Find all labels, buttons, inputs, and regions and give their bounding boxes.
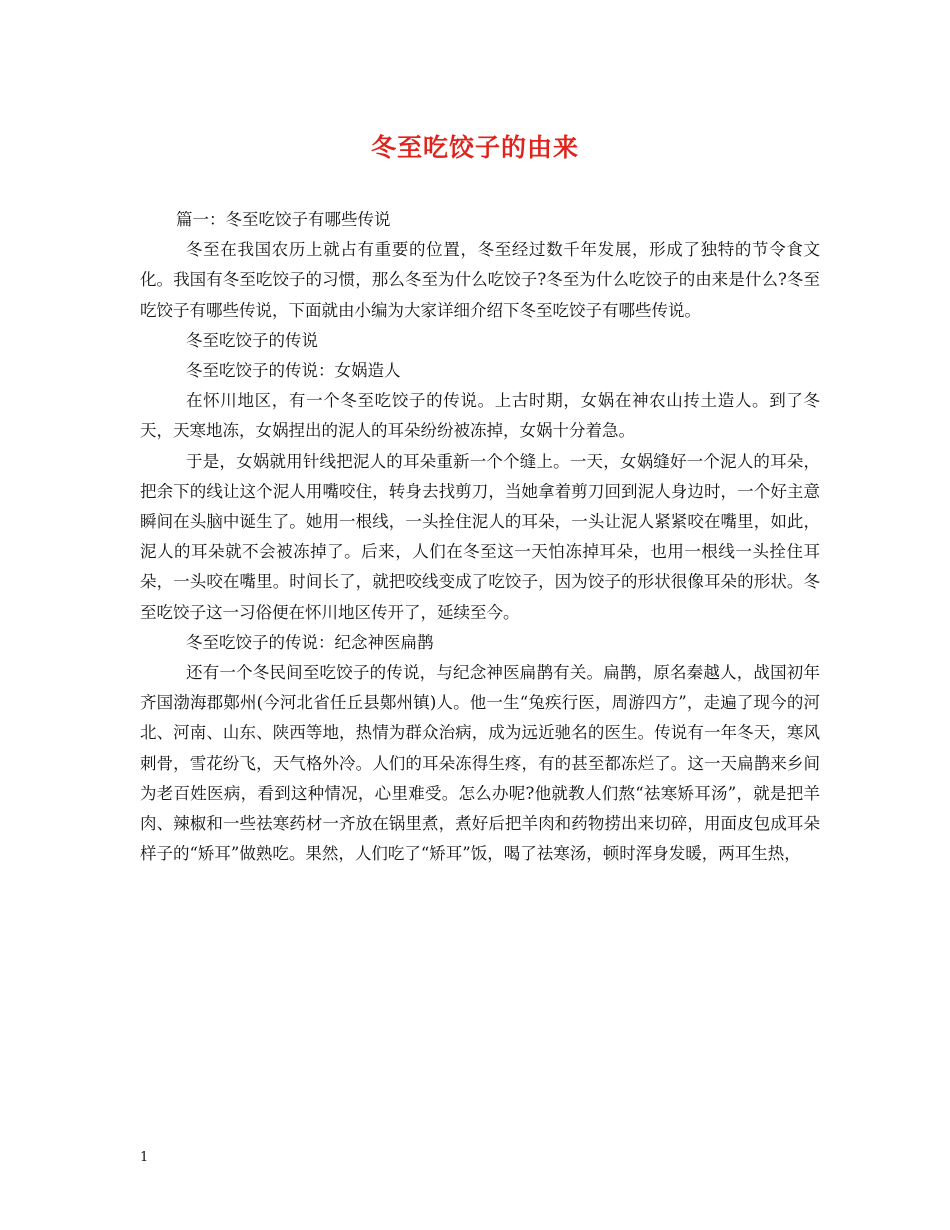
- paragraph-intro: 冬至在我国农历上就占有重要的位置，冬至经过数千年发展，形成了独特的节令食文化。我国有冬至吃饺子的习惯，那么冬至为什么吃饺子?冬至为什么吃饺子的由来是什么?冬至吃饺子有哪些传说，下面就由小编为大家详细介绍下冬至吃饺子有哪些传说。: [140, 240, 820, 320]
- document-body: [140, 205, 820, 869]
- paragraph-nuwa-1: 在怀川地区，有一个冬至吃饺子的传说。上古时期，女娲在神农山抟土造人。到了冬天，天寒地冻，女娲捏出的泥人的耳朵纷纷被冻掉，女娲十分着急。: [140, 391, 820, 441]
- paragraph-bianque: 还有一个冬民间至吃饺子的传说，与纪念神医扁鹊有关。扁鹊，原名秦越人，战国初年齐国渤海郡鄚州(今河北省任丘县鄚州镇)人。他一生“兔疾行医，周游四方”，走遍了现今的河北、河南、山东、陕西等地，热情为群众治病，成为远近驰名的医生。传说有一年冬天，寒风刺骨，雪花纷飞，天气格外冷。人们的耳朵冻得生疼，有的甚至都冻烂了。这一天扁鹊来乡间为老百姓医病，看到这种情况，心里难受。怎么办呢?他就教人们熬“祛寒矫耳汤”，就是把羊肉、辣椒和一些祛寒药材一齐放在锅里煮，煮好后把羊肉和药物捞出来切碎，用面皮包成耳朵样子的“矫耳”做熟吃。果然，人们吃了“矫耳”饭，喝了祛寒汤，顿时浑身发暖，两耳生热，: [140, 663, 820, 864]
- document-title: 冬至吃饺子的由来: [370, 133, 579, 162]
- paragraph-nuwa-2: 于是，女娲就用针线把泥人的耳朵重新一个个缝上。一天，女娲缝好一个泥人的耳朵，把余下的线让这个泥人用嘴咬住，转身去找剪刀，当她拿着剪刀回到泥人身边时，一个好主意瞬间在头脑中诞生了。她用一根线，一头拴住泥人的耳朵，一头让泥人紧紧咬在嘴里，如此，泥人的耳朵就不会被冻掉了。后来，人们在冬至这一天怕冻掉耳朵，也用一根线一头拴住耳朵，一头咬在嘴里。时间长了，就把咬线变成了吃饺子，因为饺子的形状很像耳朵的形状。冬至吃饺子这一习俗便在怀川地区传开了，延续至今。: [140, 451, 820, 622]
- subheading-bianque: 冬至吃饺子的传说：纪念神医扁鹊: [186, 632, 434, 652]
- section-heading: 篇一：冬至吃饺子有哪些传说: [176, 210, 391, 229]
- subheading-legends: 冬至吃饺子的传说: [186, 330, 318, 350]
- page-number: 1: [140, 1150, 149, 1165]
- subheading-nuwa: 冬至吃饺子的传说：女娲造人: [186, 361, 401, 381]
